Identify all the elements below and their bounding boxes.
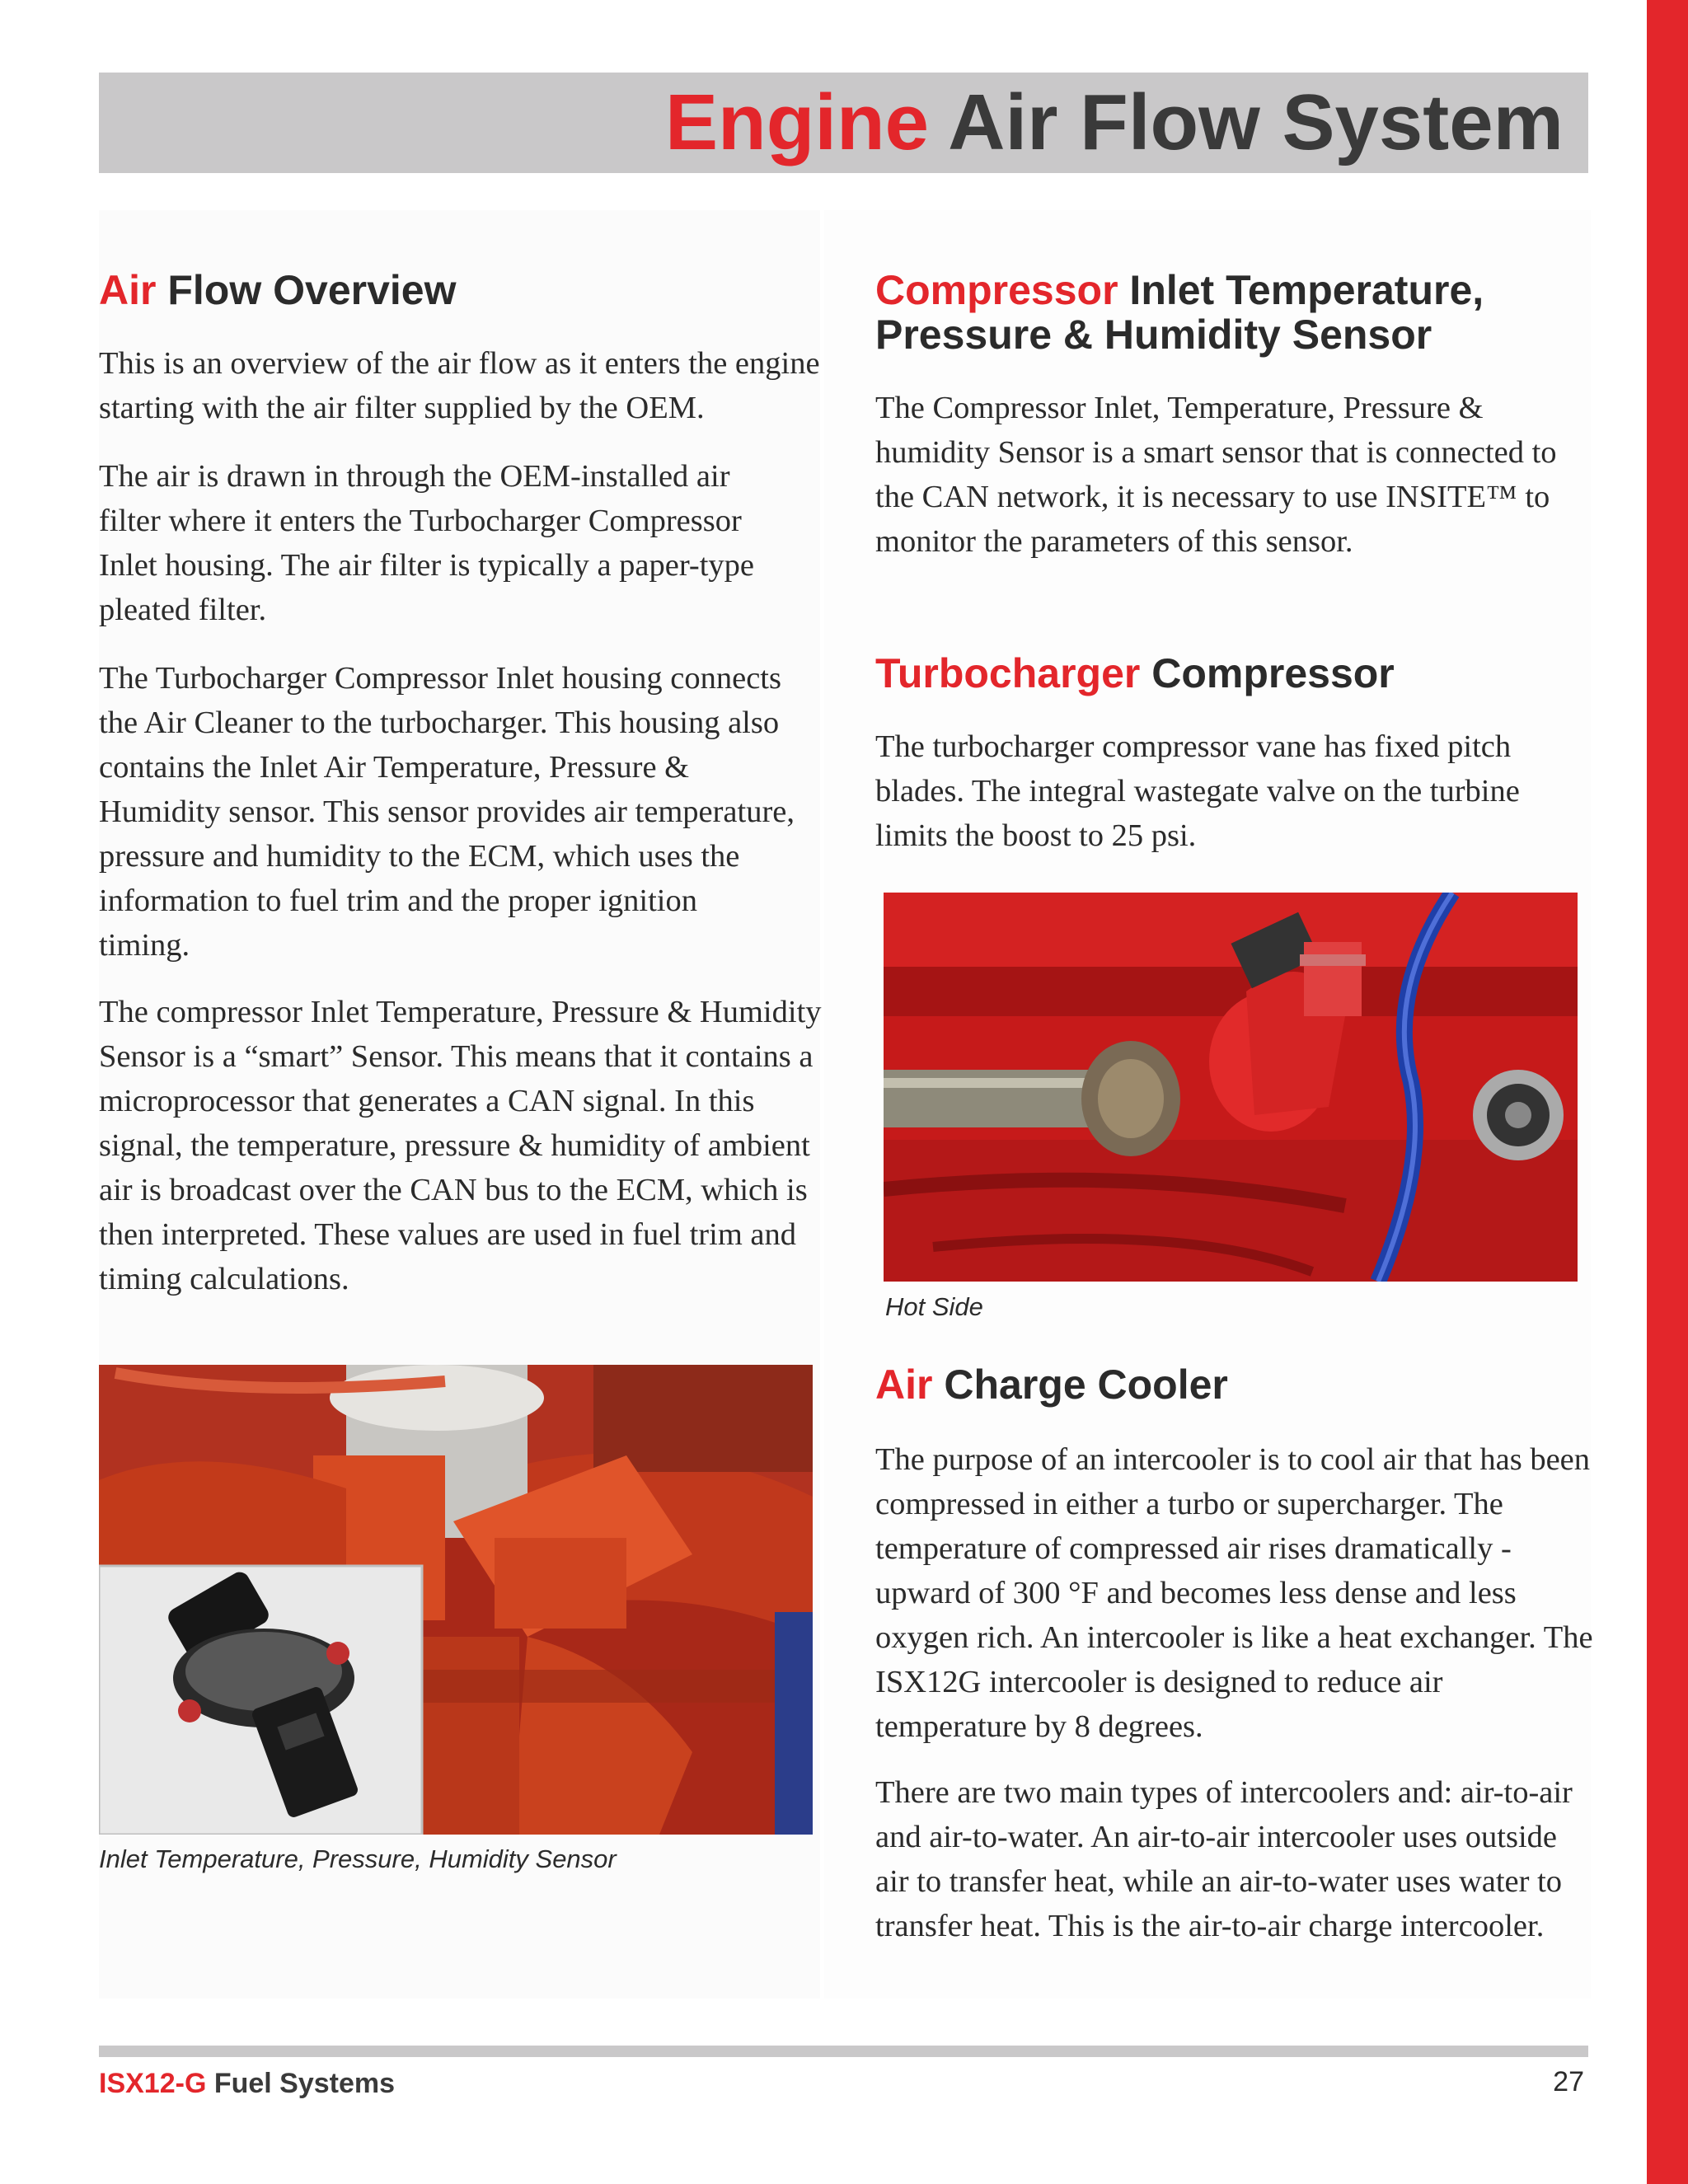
paragraph: The purpose of an intercooler is to cool air that has been compressed in either a turbo or supercharger. The temperature of compressed air rises dramatically - upward of 300 °F and becomes less dense and less oxygen rich. An intercooler is like a heat exchanger. The ISX12G intercooler is designed to reduce air temperature by 8 degrees.	[875, 1442, 1593, 1744]
paragraph: The turbocharger compressor vane has fixed pitch blades. The integral wastegate valve on the turbine limits the boost to 25 psi.	[875, 729, 1520, 853]
heading-accent: Compressor	[875, 267, 1118, 313]
heading-accent: Turbocharger	[875, 650, 1141, 696]
footer-brand	[99, 2067, 395, 2100]
figure-caption: Inlet Temperature, Pressure, Humidity Sensor	[99, 1844, 617, 1873]
figure-caption: Hot Side	[885, 1292, 983, 1321]
page-title-accent: Engine	[665, 78, 930, 166]
air-flow-overview-heading	[99, 268, 824, 312]
paragraph: The Turbocharger Compressor Inlet housing connects the Air Cleaner to the turbocharger. This housing also contains the Inlet Air Temperature, Pressure & Humidity sensor. This sensor provides air temperature, pressure and humidity to the ECM, which uses the information to fuel trim and the proper ignition timing.	[99, 661, 795, 963]
page-title-rest: Air Flow System	[929, 78, 1564, 166]
air-charge-cooler-heading	[875, 1362, 1584, 1407]
paragraph: The Compressor Inlet, Temperature, Pressure & humidity Sensor is a smart sensor that is connected to the CAN network, it is necessary to use INSITE™ to monitor the parameters of this sensor.	[875, 391, 1557, 559]
page-title	[665, 77, 1564, 168]
heading-rest: Compressor	[1140, 650, 1395, 696]
heading-rest: Charge Cooler	[932, 1361, 1228, 1408]
paragraph: There are two main types of intercoolers and: air-to-air and air-to-water. An air-to-air intercooler uses outside air to transfer heat, while an air-to-water uses water to transfer heat. This is the air-to-air charge intercooler.	[875, 1775, 1573, 1943]
hot-side-engine-illustration	[884, 893, 1578, 1282]
page-number: 27	[1553, 2066, 1584, 2097]
footer-rule	[99, 2046, 1588, 2057]
paragraph: The air is drawn in through the OEM-installed air filter where it enters the Turbocharger Compressor Inlet housing. The air filter is typically a paper-type pleated filter.	[99, 459, 755, 627]
turbocharger-compressor-heading	[875, 651, 1584, 696]
compressor-sensor-heading	[875, 268, 1584, 357]
sensor-engine-photo	[99, 1365, 813, 1835]
heading-rest: Flow Overview	[156, 267, 457, 313]
title-bar	[99, 73, 1588, 173]
page-edge-red-strip	[1647, 0, 1688, 2184]
paragraph: This is an overview of the air flow as it enters the engine starting with the air filter supplied by the OEM.	[99, 346, 820, 425]
hot-side-engine-photo	[884, 893, 1578, 1282]
heading-accent: Air	[875, 1361, 933, 1408]
footer-brand-rest: Fuel Systems	[206, 2068, 396, 2099]
footer-brand-accent: ISX12-G	[99, 2068, 207, 2099]
engine-sensor-illustration	[99, 1365, 813, 1835]
paragraph: The compressor Inlet Temperature, Pressure & Humidity Sensor is a “smart” Sensor. This means that it contains a microprocessor that generates a CAN signal. In this signal, the temperature, pressure & humidity of ambient air is broadcast over the CAN bus to the ECM, which is then interpreted. These values are used in fuel trim and timing calculations.	[99, 995, 822, 1296]
heading-rest: Inlet Temperature, Pressure & Humidity Sensor	[875, 267, 1484, 358]
heading-accent: Air	[99, 267, 157, 313]
